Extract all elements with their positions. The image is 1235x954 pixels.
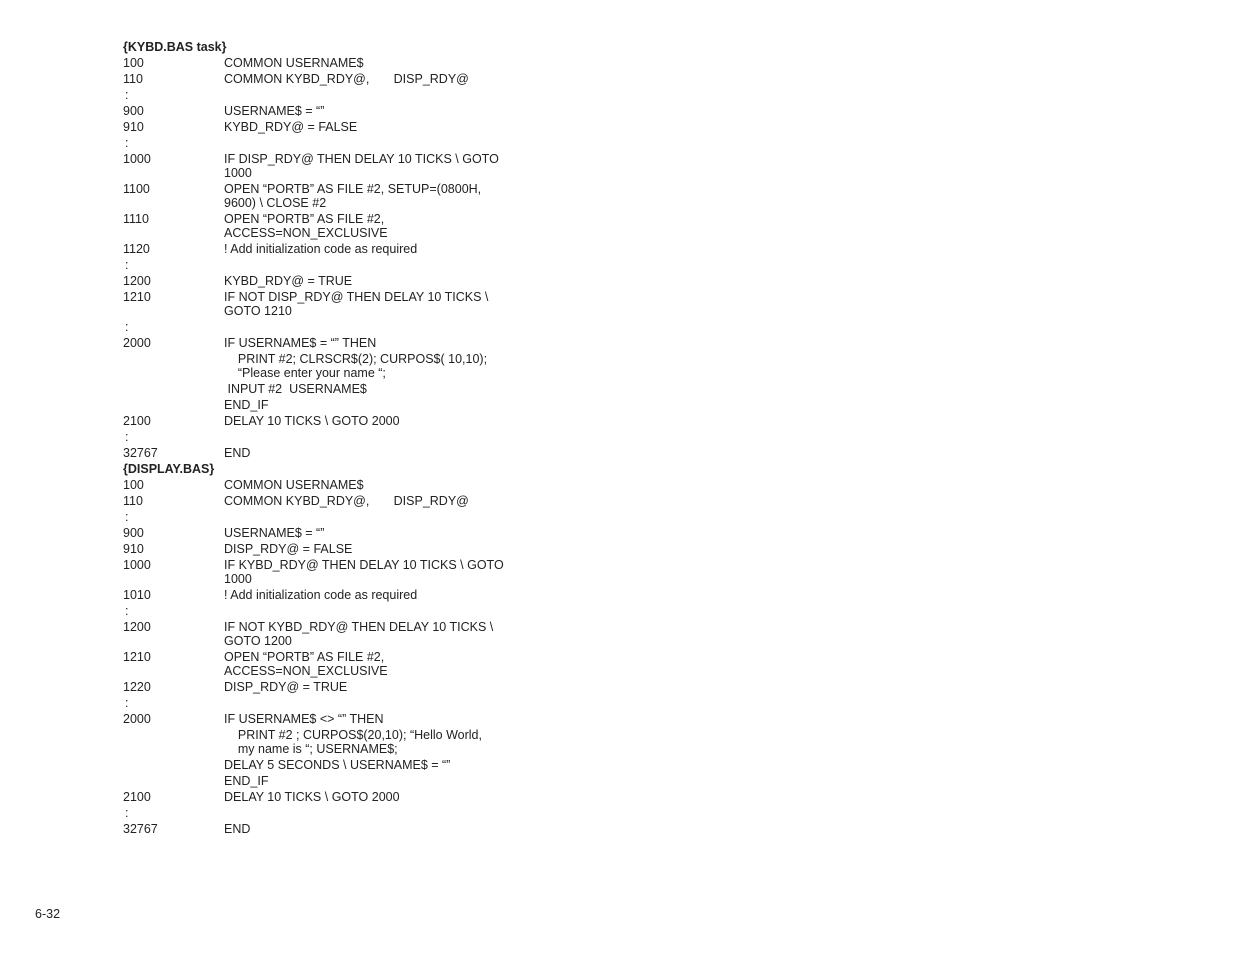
code-text-line: 1000	[224, 572, 252, 586]
code-text	[224, 414, 499, 428]
code-text-line: IF KYBD_RDY@ THEN DELAY 10 TICKS \ GOTO	[224, 558, 504, 572]
code-text	[224, 728, 499, 756]
code-listing	[123, 40, 523, 838]
code-text	[224, 290, 499, 318]
code-text	[224, 274, 499, 288]
code-text	[224, 680, 499, 694]
code-text-line: OPEN “PORTB” AS FILE #2,	[224, 650, 385, 664]
code-line	[123, 212, 523, 240]
code-line	[123, 274, 523, 288]
line-number	[123, 774, 224, 788]
code-text-line: “Please enter your name “;	[224, 366, 386, 380]
code-text-line: GOTO 1210	[224, 304, 292, 318]
line-number	[123, 382, 224, 396]
code-text	[224, 712, 499, 726]
code-text-line: OPEN “PORTB” AS FILE #2, SETUP=(0800H,	[224, 182, 482, 196]
code-text	[224, 120, 499, 134]
code-line	[123, 446, 523, 460]
code-text-line: GOTO 1200	[224, 634, 292, 648]
code-line	[123, 104, 523, 118]
line-number	[123, 398, 224, 412]
line-number: 1000	[123, 152, 151, 166]
code-text-line: DISP_RDY@ = TRUE	[224, 680, 348, 694]
code-line	[123, 650, 523, 678]
code-line	[123, 712, 523, 726]
code-text-line: IF NOT KYBD_RDY@ THEN DELAY 10 TICKS \	[224, 620, 494, 634]
code-text-line: KYBD_RDY@ = FALSE	[224, 120, 358, 134]
code-line	[123, 336, 523, 350]
code-text-line: OPEN “PORTB” AS FILE #2,	[224, 212, 385, 226]
code-text	[224, 382, 499, 396]
code-text	[224, 558, 504, 586]
line-number: 2000	[123, 712, 151, 726]
code-text	[224, 212, 499, 240]
code-text	[224, 620, 499, 648]
code-line	[123, 790, 523, 804]
code-text	[224, 588, 499, 602]
line-number: 900	[123, 104, 144, 118]
code-text	[224, 446, 499, 460]
code-text	[224, 398, 499, 412]
code-text-line: ACCESS=NON_EXCLUSIVE	[224, 226, 388, 240]
line-number: 100	[123, 56, 144, 70]
line-number: 910	[123, 542, 144, 556]
code-text-line: END_IF	[224, 774, 269, 788]
code-line	[123, 774, 523, 788]
line-number: 110	[123, 72, 143, 86]
code-line	[123, 398, 523, 412]
code-text	[224, 56, 499, 70]
code-text-line: IF NOT DISP_RDY@ THEN DELAY 10 TICKS \	[224, 290, 489, 304]
code-text-line: END	[224, 446, 251, 460]
code-line	[123, 822, 523, 836]
omitted-lines-marker: :	[125, 136, 129, 150]
code-text	[224, 72, 499, 86]
line-number	[123, 758, 224, 772]
section-title: {KYBD.BAS task}	[123, 40, 227, 54]
code-text-line: DELAY 10 TICKS \ GOTO 2000	[224, 414, 400, 428]
omitted-lines-marker: :	[125, 806, 129, 820]
code-line	[123, 494, 523, 508]
code-text-line: 1000	[224, 166, 252, 180]
code-line	[123, 588, 523, 602]
code-text-line: DELAY 5 SECONDS \ USERNAME$ = “”	[224, 758, 451, 772]
code-text	[224, 242, 499, 256]
line-number: 32767	[123, 822, 158, 836]
code-text-line: KYBD_RDY@ = TRUE	[224, 274, 353, 288]
code-text-line: ! Add initialization code as required	[224, 588, 418, 602]
code-text	[224, 182, 499, 210]
code-text	[224, 526, 499, 540]
code-text-line: ! Add initialization code as required	[224, 242, 418, 256]
code-text-line: END_IF	[224, 398, 269, 412]
code-line	[123, 414, 523, 428]
line-number: 1110	[123, 212, 149, 226]
code-text	[224, 478, 499, 492]
line-number: 32767	[123, 446, 158, 460]
code-text-line: PRINT #2; CLRSCR$(2); CURPOS$( 10,10);	[224, 352, 488, 366]
line-number: 100	[123, 478, 144, 492]
omitted-lines-marker: :	[125, 696, 129, 710]
code-text	[224, 494, 499, 508]
code-text-line: my name is “; USERNAME$;	[224, 742, 398, 756]
line-number: 1010	[123, 588, 151, 602]
line-number: 910	[123, 120, 144, 134]
line-number: 1210	[123, 290, 151, 304]
line-number: 1200	[123, 620, 151, 634]
line-number: 1000	[123, 558, 151, 572]
code-text	[224, 104, 499, 118]
line-number: 2000	[123, 336, 151, 350]
line-number: 110	[123, 494, 143, 508]
code-text-line: IF USERNAME$ <> “” THEN	[224, 712, 384, 726]
code-text	[224, 542, 499, 556]
code-line	[123, 558, 523, 586]
section-title: {DISPLAY.BAS}	[123, 462, 215, 476]
code-text-line: IF USERNAME$ = “” THEN	[224, 336, 377, 350]
line-number	[123, 728, 224, 756]
code-text-line: COMMON KYBD_RDY@, DISP_RDY@	[224, 72, 469, 86]
code-text-line: DELAY 10 TICKS \ GOTO 2000	[224, 790, 400, 804]
code-line	[123, 290, 523, 318]
code-text-line: 9600) \ CLOSE #2	[224, 196, 327, 210]
code-text-line: IF DISP_RDY@ THEN DELAY 10 TICKS \ GOTO	[224, 152, 499, 166]
omitted-lines-marker: :	[125, 258, 129, 272]
code-text	[224, 774, 499, 788]
code-text	[224, 650, 499, 678]
code-line	[123, 242, 523, 256]
code-text	[224, 336, 499, 350]
omitted-lines-marker: :	[125, 604, 129, 618]
code-text-line: ACCESS=NON_EXCLUSIVE	[224, 664, 388, 678]
code-line	[123, 382, 523, 396]
code-text	[224, 822, 499, 836]
code-line	[123, 72, 523, 86]
code-text-line: INPUT #2 USERNAME$	[224, 382, 367, 396]
code-line	[123, 728, 523, 756]
code-text-line: COMMON KYBD_RDY@, DISP_RDY@	[224, 494, 469, 508]
omitted-lines-marker: :	[125, 430, 129, 444]
page-number: 6-32	[35, 907, 61, 921]
code-text-line: USERNAME$ = “”	[224, 104, 325, 118]
code-line	[123, 542, 523, 556]
code-line	[123, 620, 523, 648]
code-line	[123, 152, 523, 180]
line-number: 1220	[123, 680, 151, 694]
omitted-lines-marker: :	[125, 88, 129, 102]
code-text	[224, 152, 499, 180]
code-text-line: DISP_RDY@ = FALSE	[224, 542, 353, 556]
code-line	[123, 680, 523, 694]
code-line	[123, 120, 523, 134]
line-number: 1100	[123, 182, 150, 196]
omitted-lines-marker: :	[125, 320, 129, 334]
code-line	[123, 352, 523, 380]
line-number: 1120	[123, 242, 150, 256]
line-number: 2100	[123, 790, 151, 804]
omitted-lines-marker: :	[125, 510, 129, 524]
code-line	[123, 182, 523, 210]
code-text-line: USERNAME$ = “”	[224, 526, 325, 540]
line-number	[123, 352, 224, 380]
code-text-line: COMMON USERNAME$	[224, 56, 364, 70]
line-number: 1200	[123, 274, 151, 288]
line-number: 2100	[123, 414, 151, 428]
code-line	[123, 56, 523, 70]
code-text	[224, 758, 499, 772]
line-number: 900	[123, 526, 144, 540]
code-text-line: COMMON USERNAME$	[224, 478, 364, 492]
code-text	[224, 790, 499, 804]
line-number: 1210	[123, 650, 151, 664]
code-text-line: PRINT #2 ; CURPOS$(20,10); “Hello World,	[224, 728, 482, 742]
code-text	[224, 352, 499, 380]
code-line	[123, 478, 523, 492]
code-line	[123, 526, 523, 540]
code-line	[123, 758, 523, 772]
code-text-line: END	[224, 822, 251, 836]
